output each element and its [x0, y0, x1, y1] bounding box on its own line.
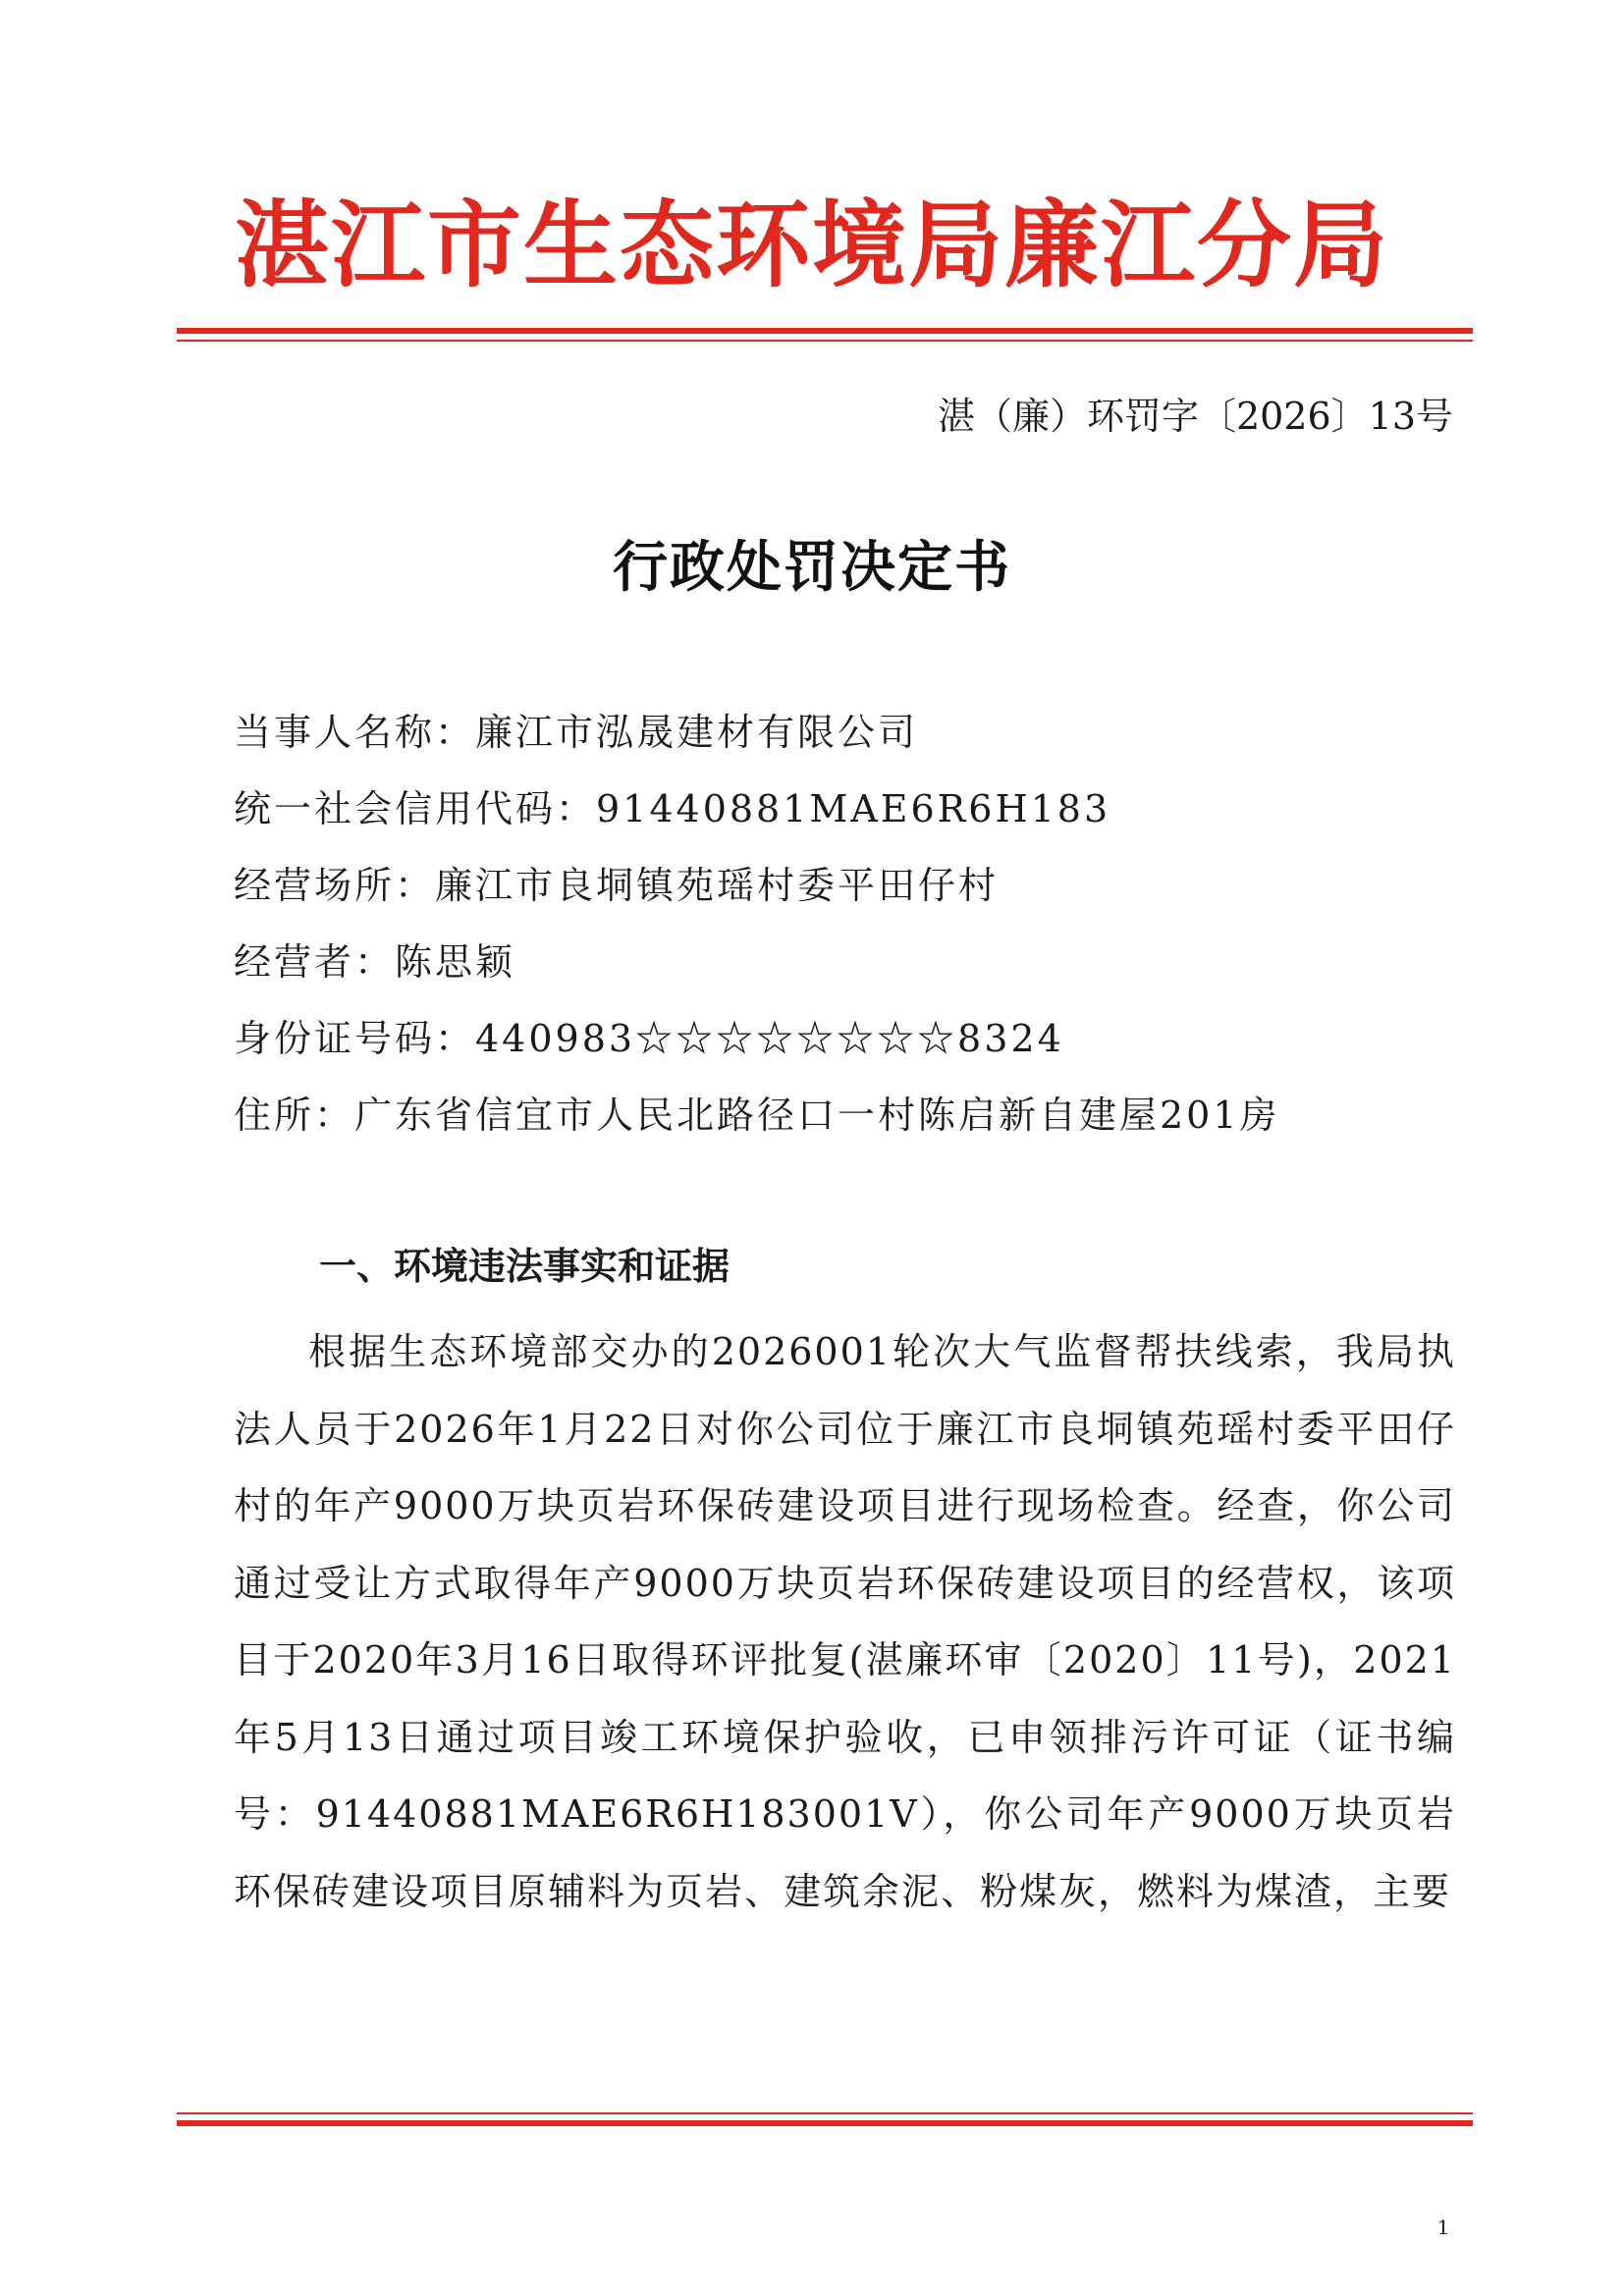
credit-code-line: 统一社会信用代码：91440881MAE6R6H183 [234, 787, 1111, 830]
document-title: 行政处罚决定书 [613, 535, 1011, 600]
party-info-block [234, 705, 1461, 1164]
party-name-line: 当事人名称：廉江市泓晟建材有限公司 [234, 711, 919, 754]
business-address-line: 经营场所：廉江市良垌镇苑瑶村委平田仔村 [234, 864, 1000, 907]
operator-line: 经营者：陈思颖 [234, 940, 516, 984]
page-number: 1 [1436, 2216, 1450, 2239]
issuing-agency-title: 湛江市生态环境局廉江分局 [235, 189, 1389, 300]
body-paragraph: 根据生态环境部交办的2026001轮次大气监督帮扶线索，我局执法人员于2026年1月22日对你公司位于廉江市良垌镇苑瑶村委平田仔村的年产9000万块页岩环保砖建设项目进行现场检查。经查，你公司通过受让方式取得年产9000万块页岩环保砖建设项目的经营权，该项目于2020年3月16日取得环评批复(湛廉环审〔2020〕11号)，2021年5月13日通过项目竣工环境保护验收，已申领排污许可证（证书编号：91440881MAE6R6H183001V），你公司年产9000万块页岩环保砖建设项目原辅料为页岩、建筑余泥、粉煤灰，燃料为煤渣，主要 [234, 1330, 1456, 1913]
section-heading: 一、环境违法事实和证据 [319, 1245, 731, 1288]
id-number-line: 身份证号码：440983☆☆☆☆☆☆☆☆8324 [234, 1017, 1064, 1060]
footer-rule-thick [177, 2120, 1473, 2126]
header-rule-thick [177, 328, 1473, 334]
footer-rule-thin [177, 2112, 1473, 2114]
residence-line: 住所：广东省信宜市人民北路径口一村陈启新自建屋201房 [234, 1094, 1280, 1137]
header-rule-thin [177, 340, 1473, 342]
document-number: 湛（廉）环罚字〔2026〕13号 [937, 395, 1453, 438]
